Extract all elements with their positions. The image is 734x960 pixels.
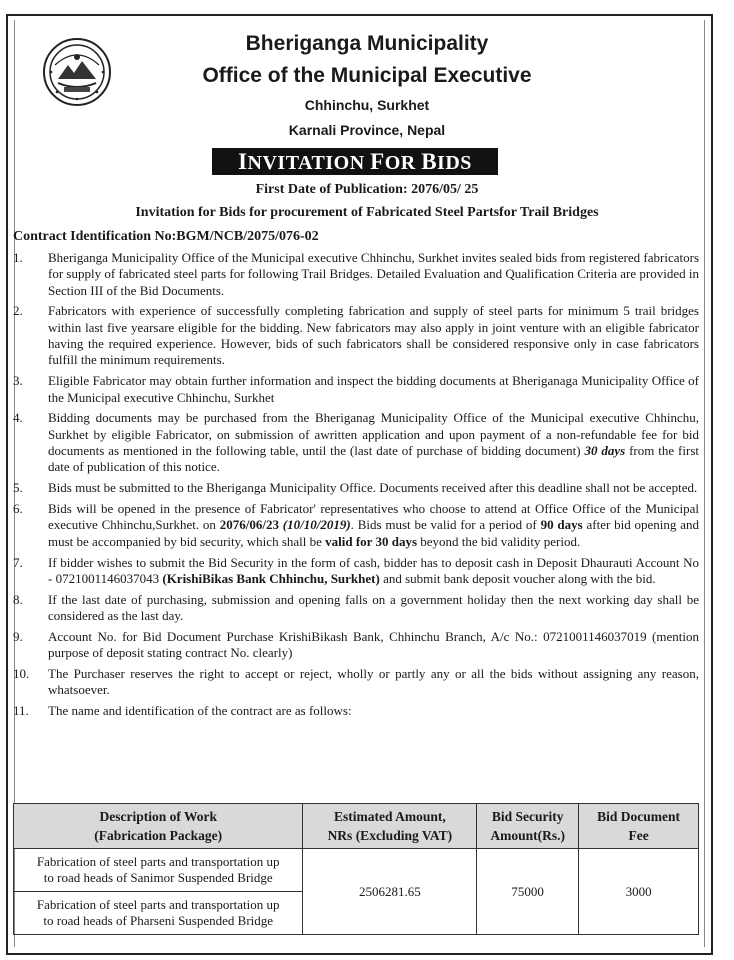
cell-estimated-amount: 2506281.65 bbox=[303, 849, 477, 935]
list-item: 10. The Purchaser reserves the right to accept or reject, wholly or partly any or all the bids without assigning any reason, whatsoever. bbox=[13, 666, 699, 698]
contract-id: Contract Identification No:BGM/NCB/2075/076-02 bbox=[13, 229, 319, 244]
cell-bid-security: 75000 bbox=[477, 849, 579, 935]
list-item: 11. The name and identification of the contract are as follows: bbox=[13, 703, 352, 719]
header-bid-security: Bid Security Amount(Rs.) bbox=[477, 804, 579, 849]
table-row bbox=[14, 849, 699, 892]
contract-table bbox=[13, 803, 699, 935]
list-item: 3. Eligible Fabricator may obtain further information and inspect the bidding documents at Bheriganaga Municipality Office of the Municipal executive Chhinchu, Surkhet bbox=[13, 373, 699, 405]
header-bid-document-fee: Bid Document Fee bbox=[579, 804, 699, 849]
list-item: 4. Bidding documents may be purchased from the Bheriganag Municipality Office of the Municipal executive Chhinchu, Surkhet by eligible Fabricator, on submission of awritten application and upon payment of a non-refundable fee for bid documents as mentioned in the following table, until the (last date of purchase of bidding document) 30 days from the first date of publication of this notice. bbox=[13, 410, 699, 475]
office-name: Office of the Municipal Executive bbox=[202, 64, 532, 87]
province: Karnali Province, Nepal bbox=[288, 122, 446, 138]
notice-subtitle: Invitation for Bids for procurement of Fabricated Steel Partsfor Trail Bridges bbox=[135, 205, 599, 220]
list-item: 2. Fabricators with experience of successfully completing fabrication and supply of steel parts for minimum 5 trail bridges within last five yearsare eligible for the bidding. New fabricators may also apply in joint venture with an eligible fabricator having the required experience. However, bids of such fabricators shall be considered responsive only in case fabricators fulfill the minimum requirements. bbox=[13, 303, 699, 368]
header-description: Description of Work (Fabrication Package) bbox=[14, 804, 303, 849]
office-location: Chhinchu, Surkhet bbox=[304, 97, 430, 113]
list-item: 7. If bidder wishes to submit the Bid Security in the form of cash, bidder has to deposit cash in Deposit Dhaurauti Account No - 0721001146037043 (KrishiBikas Bank Chhinchu, Surkhet) and submit bank deposit voucher along with the bid. bbox=[13, 554, 699, 586]
table-header-row bbox=[14, 804, 699, 849]
list-item: 9. Account No. for Bid Document Purchase KrishiBikash Bank, Chhinchu Branch, A/c No.: 0721001146037019 (mention purpose of deposit stating contract No. clearly) bbox=[13, 628, 699, 661]
invitation-banner: INVITATION FOR BIDS bbox=[212, 148, 498, 175]
cell-description: Fabrication of steel parts and transportation up to road heads of Sanimor Suspended Bridge bbox=[14, 849, 303, 892]
notice-items bbox=[13, 250, 699, 724]
publication-date: First Date of Publication: 2076/05/ 25 bbox=[255, 182, 479, 197]
list-item: 6. Bids will be opened in the presence of Fabricator' representatives who choose to attend at Office Office of the Municipal executive Chhinchu,Surkhet. on 2076/06/23 (10/10/2019). Bids must be valid for a period of 90 days after bid opening and must be accompanied by bid security, which shall be valid for 30 days beyond the bid validity period. bbox=[13, 501, 700, 549]
list-item: 5. Bids must be submitted to the Bheriganga Municipality Office. Documents received after this deadline shall not be accepted. bbox=[13, 480, 698, 496]
org-name: Bheriganga Municipality bbox=[245, 32, 489, 55]
list-item: 1. Bheriganga Municipality Office of the Municipal executive Chhinchu, Surkhet invites sealed bids from registered fabricators for supply of fabricated steel parts for following Trail Bridges. Detailed Evaluation and Qualification Criteria are provided in Section III of the Bid Documents. bbox=[13, 250, 699, 298]
cell-bid-document-fee: 3000 bbox=[579, 849, 699, 935]
cell-description: Fabrication of steel parts and transportation up to road heads of Pharseni Suspended Bridge bbox=[14, 892, 303, 935]
header-estimated-amount: Estimated Amount, NRs (Excluding VAT) bbox=[303, 804, 477, 849]
list-item: 8. If the last date of purchasing, submission and opening falls on a government holiday then the next working day shall be considered as the last day. bbox=[13, 591, 699, 624]
